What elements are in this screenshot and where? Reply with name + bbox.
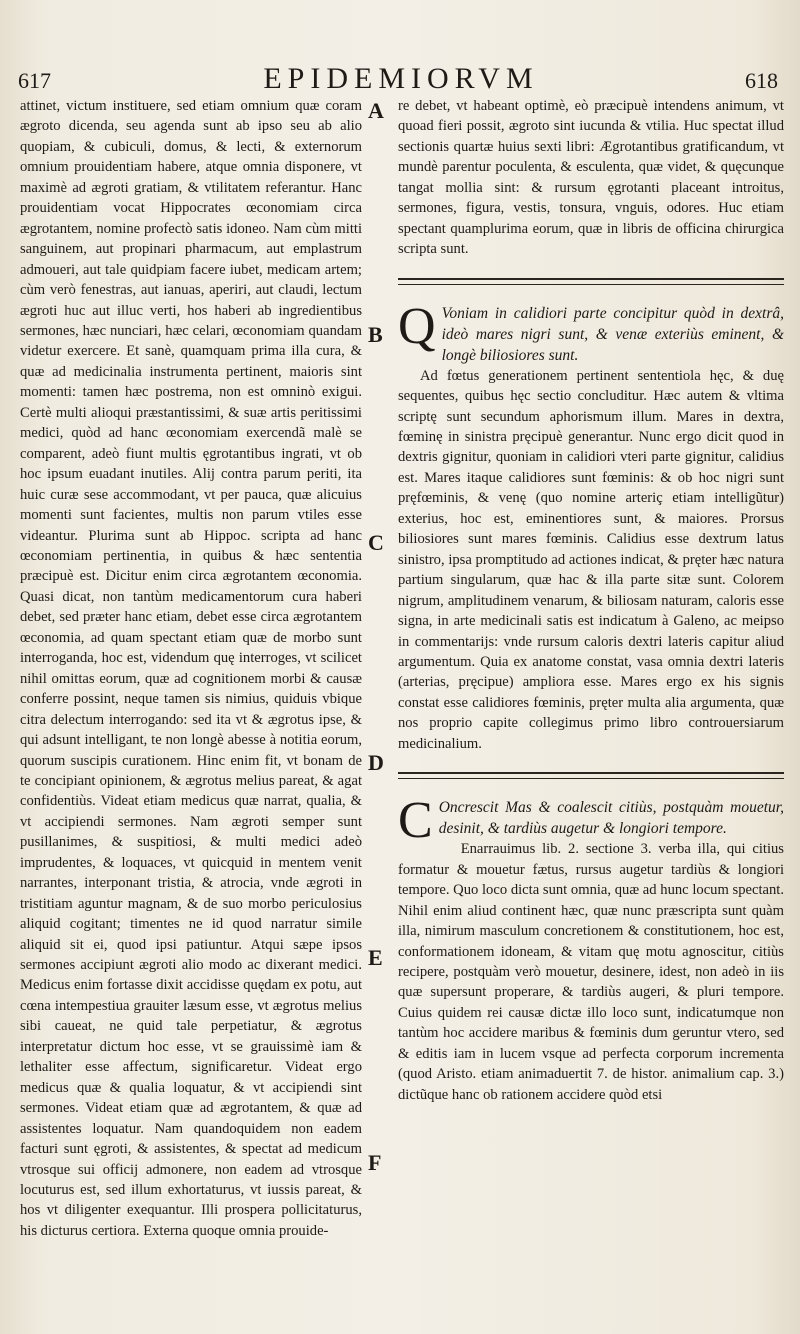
margin-marker-d: D [368, 750, 384, 775]
section-e [398, 792, 784, 1105]
right-opening-text: re debet, vt habeant optimè, eò præcipuè intendens animum, vt quoad fieri possit, ægroto sint iucunda & vtilia. Huc spectat illud sectionis quartæ huius sexti libri: Ægrotantibus gratificandum, vt mundè parentur poculenta, & esculenta, quæ videt, & quęcunque tangat mollia sint: & rursum ęgrotanti placeant introitus, sermones, figura, vestis, tonsura, vnguis, odores. Huc etiam spectant quamplurima eorum, quæ in libris de officina chirurgica scripta sunt. [398, 98, 784, 258]
section-b [398, 297, 784, 755]
section-b-dropcap: Q [398, 297, 436, 355]
section-e-commentary: Enarrauimus lib. 2. sectione 3. verba illa, qui citius formatur & mouetur fætus, rursus augetur tardiùs & longiori tempore. Quo loco dicta sunt omnia, quæ ad hunc locum spectant. Nihil enim aliud continent hæc, quæ nunc præscripta sunt quàm illa, nimirum masculum concretionem & constitutionem, hoc est, conformationem idoneam, & vitam quę motu agnoscitur, citiùs recipere, postquàm verò mouetur, desinere, idest, non adeò in iis quæ supersunt properare, & tardiùs augeri, & pluri tempore. Cuius quidem rei causæ dictæ illo loco sunt, indicatumque non tantùm hoc accidere maribus & fœminis dum geruntur vtero, sed & editis iam in lucem vsque ad perfecta corporum incrementa (quod Aristo. etiam animaduertit 7. de histor. animalium cap. 3.) dictũque hanc ob rationem accidere quòd etsi [398, 841, 784, 1103]
section-divider [398, 278, 784, 285]
margin-marker-a: A [368, 98, 384, 123]
left-column-text: attinet, victum instituere, sed etiam omnium quæ coram ægroto dicenda, seu agenda sunt ab ipso seu ab alio quopiam, & cubiculi, domus, & lecti, & externorum omnium prouidentiam habere, atque omnia disponere, vt maximè ad ægroti gratiam, & vtilitatem referantur. Hanc prouidentiam vocat Hippocrates œconomiam circa ægrotantem, nomine profectò satis idoneo. Nam cùm mitti sanguinem, aut propinari pharmacum, aut emplastrum admoueri, aut tale quidpiam facere iubet, medicam artem; cùm verò fenestras, aut ianuas, aperiri, aut claudi, lectum ægroti huc aut illuc verti, hos haberi ab ingredientibus sermones, hæc nunciari, hæc celari, œconomiam quandam videtur exercere. Et sanè, quamquam prima illa cura, & quæ ad medicinalia instrumenta pertinent, maioris sint momenti: tamen hæc postrema, non est omninò exigui. Certè multi alioqui præstantissimi, & suæ artis peritissimi medici, quòd ad hanc œconomiam exercendã malè se comparent, adeò fiunt multis ęgrotantibus ingrati, vt ob hoc ipsum euadant inutiles. Alij contra parum periti, ita huic curæ sese accommodant, vt per pauca, quæ alicuius momenti sunt facientes, multis non parum vtiles esse videantur. Plurima sunt ab Hippoc. scripta ad hanc œconomiam pertinentia, in quibus & hæc sententia præcipuè est. Dicitur enim circa ægrotantem œconomia. Quasi dicat, non tantùm medicamentorum cura haberi debet, sed præter hanc etiam, debet esse circa ægrotantem œconomia, ad quam spectant etiam quæ de morbo sunt interroganda, hoc est, videndum quę interroges, vt scilicet nihil omittas eorum, quæ ad cognitionem morbi & causæ conferre possint, neque tamen sis nimius, quiduis vbique citra delectum interrogando: sed ita vt & ægrotus ipse, & qui adsunt intelligant, te non longè abesse à notitia eorum, quorum suscipis curationem. Hinc enim fit, vt bonam de te concipiant opinionem, & ægrotus melius pareat, & agat confidentiùs. Videat etiam medicus quæ narrat, qualia, & vt accipiendi sermones. Nam ægroti semper sunt pusillanimes, & suspitiosi, & multi medici adeò imprudentes, & loquaces, vt quicquid in mentem venit narrantes, interponant tristia, & atrocia, vnde ægroti in tristitiam aguntur magnam, & de suo morbo periculosius aliquid cogitant; timentes ne id quod narratur simile aliquid sit ei, quod ipsi patiuntur. Atqui sæpe ipsos sermones accipiunt ægroti alio modo ac dixerant medici. Medicus enim fortasse dixit accidisse quędam ex potu, aut cœna intempestiua grauiter læsum esse, vt ægrotus melius sibi caueat, ne quid tale perpetiatur, & ægrotus interpretatur dictum hoc esse, vt se grauissimè iam & lethaliter esse affectum, significaretur. Videat ergo medicus quæ & qualia loquatur, & vt accipiendi sint sermones. Videat etiam quæ ad ægrotantem, & quæ ad assistentes loquatur. Nam quandoquidem non eadem facturi sunt ęgroti, & assistentes, & spectat ad medicum vtrosque sui officij admonere, non eadem ad vtrosque locuturus est, sed illum exhortaturus, vt iussis pareat, & hos vt diligenter exequantur. Illi prospera pollicitaturus, his dicturus certiora. Externa quoque omnia prouide- [20, 98, 362, 1239]
left-page-number: 617 [18, 68, 51, 93]
left-column [20, 96, 362, 1241]
section-b-lemma [398, 297, 784, 366]
section-b-lemma-text: Voniam in calidiori parte concipitur quòd in dextrâ, ideò mares nigri sunt, & venæ exteriùs eminent, & longè biliosiores sunt. [441, 304, 784, 364]
margin-marker-f: F [368, 1150, 382, 1175]
section-divider [398, 772, 784, 779]
margin-marker-e: E [368, 945, 383, 970]
right-column [398, 96, 784, 1105]
section-e-dropcap: C [398, 792, 433, 850]
right-page-number: 618 [745, 68, 778, 93]
section-e-lemma [398, 792, 784, 850]
margin-marker-b: B [368, 322, 383, 347]
section-b-commentary: Ad fœtus generationem pertinent sententiola hęc, & duę sequentes, quibus hęc sectio concluditur. Hæc autem & vltima scriptę sunt secundum aphorismum illum. Mares in dextra, fœminę in sinistra pręcipuè generantur. Nunc ergo dicit quod in dextris gignitur, quoniam in calidiori vteri parte gignitur, calidius est. Mares itaque calidiores sunt fœminis: & ob hoc nigri sunt pręfœminis, & venę (quo nomine arteriç etiam intelligũtur) exterius, hoc est, eminentiores sunt, & maiores. Prorsus biliosiores sunt mares fœminis. Calidius esse dextrum latus sinistro, ipsa promptitudo ad actiones indicat, & pręter hæc natura partium singularum, quæ hac & illa parte sitæ sunt. Colorem nigrum, amplitudinem venarum, & biliosam naturam, caloris esse signa, in arte medicinali satis est indicatum à Galeno, ac meipso in commentarijs: vnde rursum caloris dextri lateris capitur aliud argumentum. Quia ex anatome constat, vasa omnia dextri lateris (arterias, pręcipue) ampliora esse. Mares ergo ex his signis constat esse calidiores fœminis, pręter multa alia argumenta, quæ nos proprio capite collegimus primo libro controuersiarum medicinalium. [398, 367, 784, 752]
section-e-lemma-text: Oncrescit Mas & coalescit citiùs, postquàm mouetur, desinit, & tardiùs augetur & longiori tempore. [438, 799, 784, 838]
running-title: EPIDEMIORVM [263, 62, 539, 95]
margin-marker-c: C [368, 530, 384, 555]
